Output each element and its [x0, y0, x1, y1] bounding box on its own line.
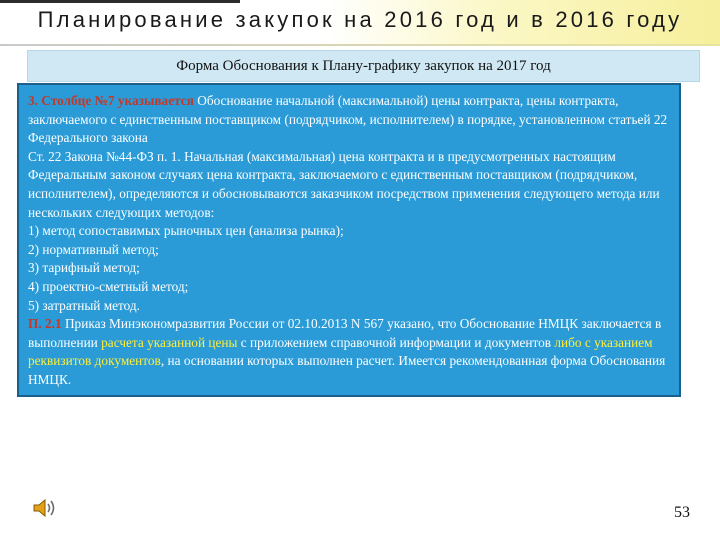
- paragraph-order567: [28, 315, 671, 389]
- title-top-rule: [0, 0, 240, 3]
- method-item: 1) метод сопоставимых рыночных цен (анализа рынка);: [28, 223, 344, 239]
- paragraph-column7: [28, 92, 671, 148]
- column7-highlight: 3. Столбце №7 указывается: [28, 93, 194, 108]
- highlight-calculation: расчета указанной цены: [101, 334, 238, 350]
- order-text-b: с приложением справочной информации и документов: [237, 334, 555, 350]
- paragraph-article22: Ст. 22 Закона №44-ФЗ п. 1. Начальная (максимальная) цена контракта и в предусмотренных настоящим Федеральным законом случаях цена контракта, заключаемого с единственным поставщиком (подрядчиком, исполнителем), определяются и обосновываются заказчиком посредством применения следующего метода или нескольких следующих методов:: [28, 148, 660, 220]
- title-band: [0, 0, 720, 46]
- order-text-c: , на основании которых выполнен расчет. Имеется рекомендованная форма Обоснования НМЦК.: [28, 353, 666, 387]
- form-subtitle: Форма Обоснования к Плану-графику закупок на 2017 год: [27, 50, 700, 82]
- method-item: 5) затратный метод.: [28, 297, 140, 313]
- method-item: 2) нормативный метод;: [28, 241, 159, 257]
- page-number: 53: [674, 504, 690, 521]
- clause-ref: П. 2.1: [28, 316, 62, 332]
- content-panel: [17, 83, 681, 397]
- highlight-document-details: либо с указанием реквизитов документов: [28, 334, 653, 369]
- title-bottom-rule: [0, 44, 720, 46]
- speaker-icon[interactable]: [32, 497, 58, 519]
- method-item: 4) проектно-сметный метод;: [28, 278, 189, 294]
- column7-text: Обоснование начальной (максимальной) цены контракта, цены контракта, заключаемого с единственным поставщиком (подрядчиком, исполнителем) в порядке, установленном статьей 22 Федерального закона: [28, 93, 668, 146]
- method-item: 3) тарифный метод;: [28, 260, 140, 276]
- page-title: Планирование закупок на 2016 год и в 2016 году: [37, 7, 683, 32]
- order-text-a: Приказ Минэкономразвития России от 02.10.2013 N 567 указано, что Обоснование НМЦК заключается в выполнении: [28, 316, 662, 350]
